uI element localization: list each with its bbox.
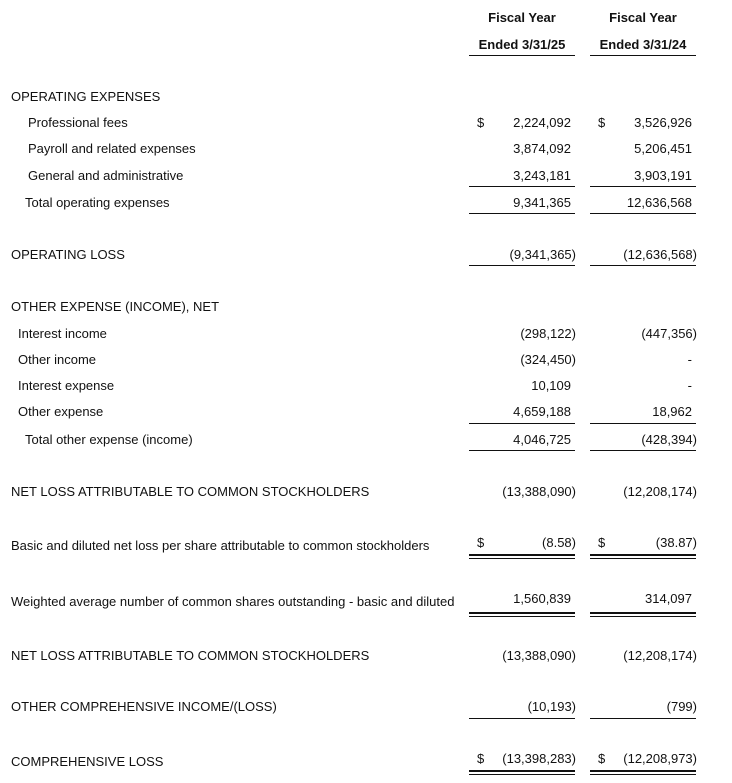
total-rule [469, 265, 575, 266]
row-label: Interest income [18, 326, 107, 341]
row-label: Interest expense [18, 378, 115, 393]
table-cell [590, 115, 696, 135]
table-cell [469, 115, 575, 135]
value: (12,208,174) [623, 648, 697, 663]
table-cell [590, 751, 696, 771]
value: 1,560,839 [513, 591, 571, 606]
currency-symbol: $ [598, 751, 606, 766]
table-cell [469, 699, 575, 719]
value: 4,659,188 [513, 404, 571, 419]
subtotal-rule [590, 423, 696, 424]
table-cell [469, 535, 575, 555]
row-label: Payroll and related expenses [28, 141, 196, 156]
value: (12,208,174) [623, 484, 697, 499]
table-cell [469, 648, 575, 668]
value: 4,046,725 [513, 432, 571, 447]
value: 5,206,451 [634, 141, 692, 156]
total-rule [469, 450, 575, 451]
column-header-fy24-line2: Ended 3/31/24 [599, 37, 687, 52]
double-rule [469, 554, 575, 559]
value: (13,388,090) [502, 648, 576, 663]
value: (447,356) [641, 326, 697, 341]
table-cell [469, 247, 575, 267]
row-label-total: Total operating expenses [25, 195, 170, 210]
value: (12,208,973) [623, 751, 697, 766]
value: 3,903,191 [634, 168, 692, 183]
value: (12,636,568) [623, 247, 697, 262]
subtotal-rule [469, 186, 575, 187]
row-label-comprehensive-loss: COMPREHENSIVE LOSS [11, 754, 164, 769]
value: 3,874,092 [513, 141, 571, 156]
subtotal-rule [469, 423, 575, 424]
table-cell [469, 404, 575, 424]
value: 9,341,365 [513, 195, 571, 210]
double-rule [590, 554, 696, 559]
value: (799) [666, 699, 697, 714]
subtotal-rule [590, 186, 696, 187]
value: (38.87) [655, 535, 697, 550]
value: 314,097 [645, 591, 692, 606]
table-cell [469, 326, 575, 346]
column-header-fy25-line2: Ended 3/31/25 [478, 37, 566, 52]
row-label: Other expense [18, 404, 104, 419]
double-rule [469, 770, 575, 775]
table-cell [590, 352, 696, 372]
currency-symbol: $ [598, 115, 606, 130]
row-label: Other income [18, 352, 97, 367]
table-cell [590, 247, 696, 267]
value: - [687, 378, 692, 393]
total-rule [469, 718, 575, 719]
value: (428,394) [641, 432, 697, 447]
table-cell [590, 432, 696, 452]
currency-symbol: $ [477, 115, 485, 130]
row-label-operating-loss: OPERATING LOSS [11, 247, 125, 262]
section-heading-operating-expenses: OPERATING EXPENSES [11, 89, 161, 104]
table-cell [469, 352, 575, 372]
column-header-fy24-line1: Fiscal Year [609, 10, 677, 25]
total-rule [590, 265, 696, 266]
currency-symbol: $ [477, 535, 485, 550]
value: 2,224,092 [513, 115, 571, 130]
row-label: General and administrative [28, 168, 184, 183]
row-label: Professional fees [28, 115, 128, 130]
table-cell [469, 168, 575, 188]
table-cell [590, 378, 696, 398]
currency-symbol: $ [598, 535, 606, 550]
table-cell [590, 591, 696, 611]
table-cell [469, 484, 575, 504]
row-label-net-loss: NET LOSS ATTRIBUTABLE TO COMMON STOCKHOLDERS [11, 648, 370, 663]
table-cell [469, 751, 575, 771]
table-cell [590, 141, 696, 161]
value: 18,962 [652, 404, 692, 419]
table-cell [590, 326, 696, 346]
value: (13,398,283) [502, 751, 576, 766]
table-cell [590, 404, 696, 424]
row-label-loss-per-share: Basic and diluted net loss per share attributable to common stockholders [11, 538, 430, 553]
row-label-net-loss: NET LOSS ATTRIBUTABLE TO COMMON STOCKHOLDERS [11, 484, 370, 499]
total-rule [590, 718, 696, 719]
double-rule [590, 612, 696, 617]
total-rule [590, 450, 696, 451]
table-cell [590, 699, 696, 719]
value: 12,636,568 [626, 195, 692, 210]
total-rule [590, 213, 696, 214]
table-cell [590, 168, 696, 188]
table-cell [469, 432, 575, 452]
value: (324,450) [520, 352, 576, 367]
table-cell [590, 648, 696, 668]
row-label-weighted-shares: Weighted average number of common shares outstanding - basic and diluted [11, 594, 455, 609]
table-cell [590, 195, 696, 215]
double-rule [469, 612, 575, 617]
value: (298,122) [520, 326, 576, 341]
value: (10,193) [527, 699, 576, 714]
section-heading-other-expense: OTHER EXPENSE (INCOME), NET [11, 299, 220, 314]
header-rule [469, 55, 575, 56]
table-cell [469, 591, 575, 611]
value: 3,243,181 [513, 168, 571, 183]
row-label-total: Total other expense (income) [25, 432, 193, 447]
value: - [687, 352, 692, 367]
table-cell [469, 378, 575, 398]
value: (8.58) [542, 535, 576, 550]
header-rule [590, 55, 696, 56]
column-header-fy25-line1: Fiscal Year [488, 10, 556, 25]
table-cell [590, 484, 696, 504]
value: (9,341,365) [509, 247, 576, 262]
value: 3,526,926 [634, 115, 692, 130]
value: 10,109 [531, 378, 571, 393]
total-rule [469, 213, 575, 214]
table-cell [469, 195, 575, 215]
table-cell [590, 535, 696, 555]
row-label-other-comprehensive: OTHER COMPREHENSIVE INCOME/(LOSS) [11, 699, 277, 714]
table-cell [469, 141, 575, 161]
double-rule [590, 770, 696, 775]
value: (13,388,090) [502, 484, 576, 499]
currency-symbol: $ [477, 751, 485, 766]
